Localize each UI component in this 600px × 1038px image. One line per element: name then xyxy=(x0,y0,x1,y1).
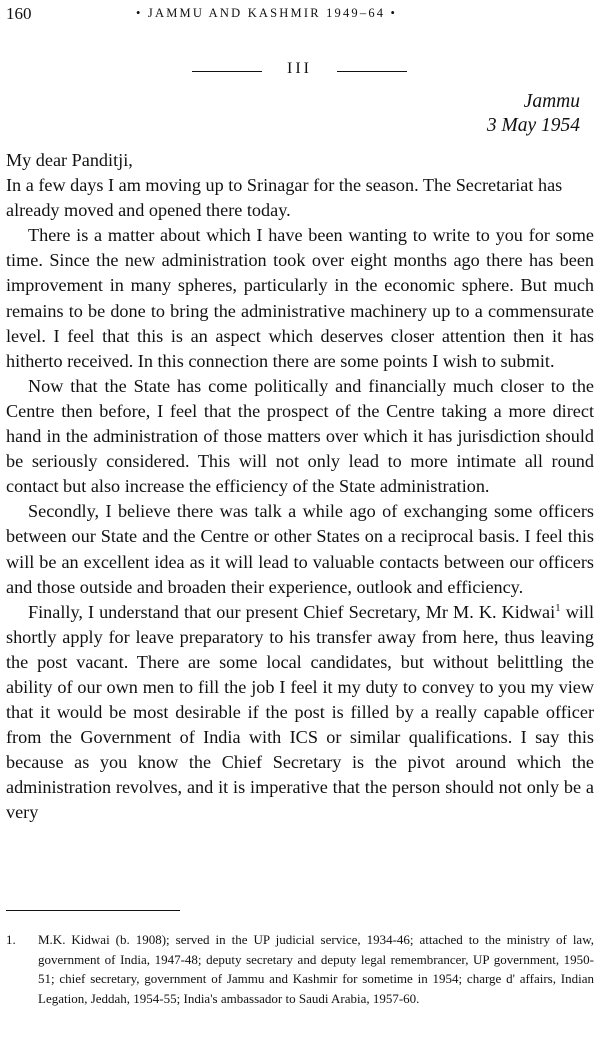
running-title: • JAMMU AND KASHMIR 1949–64 • xyxy=(136,6,398,20)
paragraph-5-start: Finally, I understand that our present Chief Secretary, Mr M. K. Kidwai xyxy=(28,601,556,622)
salutation: My dear Panditji, xyxy=(6,150,133,170)
letter-place: Jammu xyxy=(523,91,580,112)
footnote-text: M.K. Kidwai (b. 1908); served in the UP judicial service, 1934-46; attached to the ministry of law, government of India, 1947-48; deputy secretary and deputy legal remembrancer, UP government, 1950-51; chief secretary, government of Jammu and Kashmir for sometime in 1954; charge d' affairs, Indian Legation, Jeddah, 1954-55; India's ambassador to Saudi Arabia, 1957-60. xyxy=(38,932,594,1006)
running-head xyxy=(6,4,594,28)
footnote-reference: 1 xyxy=(555,601,561,614)
section-rule-left xyxy=(192,71,262,72)
paragraph-5-rest: will shortly apply for leave preparatory to his transfer away from here, thus leaving the post vacant. There are some local candidates, but without belittling the ability of our own men to fill the job I feel it my duty to convey to you my view that it would be most desirable if the post is filled by a really capable officer from the Government of India with ICS or similar qualifications. I say this because as you know the Chief Secretary is the pivot around which the administration revolves, and it is imperative that the person should not only be a very xyxy=(6,601,595,823)
section-heading xyxy=(0,60,600,82)
paragraph-5 xyxy=(6,600,594,826)
letter-date: 3 May 1954 xyxy=(486,115,580,136)
page-number: 160 xyxy=(6,4,32,23)
section-numeral: III xyxy=(287,60,312,77)
paragraph-1: In a few days I am moving up to Srinagar for the season. The Secretariat has already moved and opened there today. xyxy=(6,175,563,221)
footnote-rule xyxy=(6,910,180,911)
paragraph-3: Now that the State has come politically and financially much closer to the Centre then before, I feel that the prospect of the Centre taking a more direct hand in the administration of those matters over which it has jurisdiction should be seriously considered. This will not only lead to more intimate all round contact but also increase the efficiency of the State administration. xyxy=(6,375,594,497)
paragraph-2: There is a matter about which I have been wanting to write to you for some time. Since the new administration took over eight months ago there has been improvement in many spheres, particularly in the economic sphere. But much remains to be done to bring the administrative machinery up to a commensurate level. I feel that this is an aspect which deserves closer attention then it has hitherto received. In this connection there are some points I wish to submit. xyxy=(6,225,594,371)
letter-body xyxy=(6,148,594,826)
section-rule-right xyxy=(337,71,407,72)
paragraph-4: Secondly, I believe there was talk a while ago of exchanging some officers between our State and the Centre or other States on a reciprocal basis. I feel this will be an excellent idea as it will lead to valuable contacts between our officers and those outside and broaden their experience, outlook and efficiency. xyxy=(6,501,594,597)
letter-dateline xyxy=(487,90,580,138)
footnote xyxy=(6,930,594,1008)
footnote-number: 1. xyxy=(6,932,16,947)
